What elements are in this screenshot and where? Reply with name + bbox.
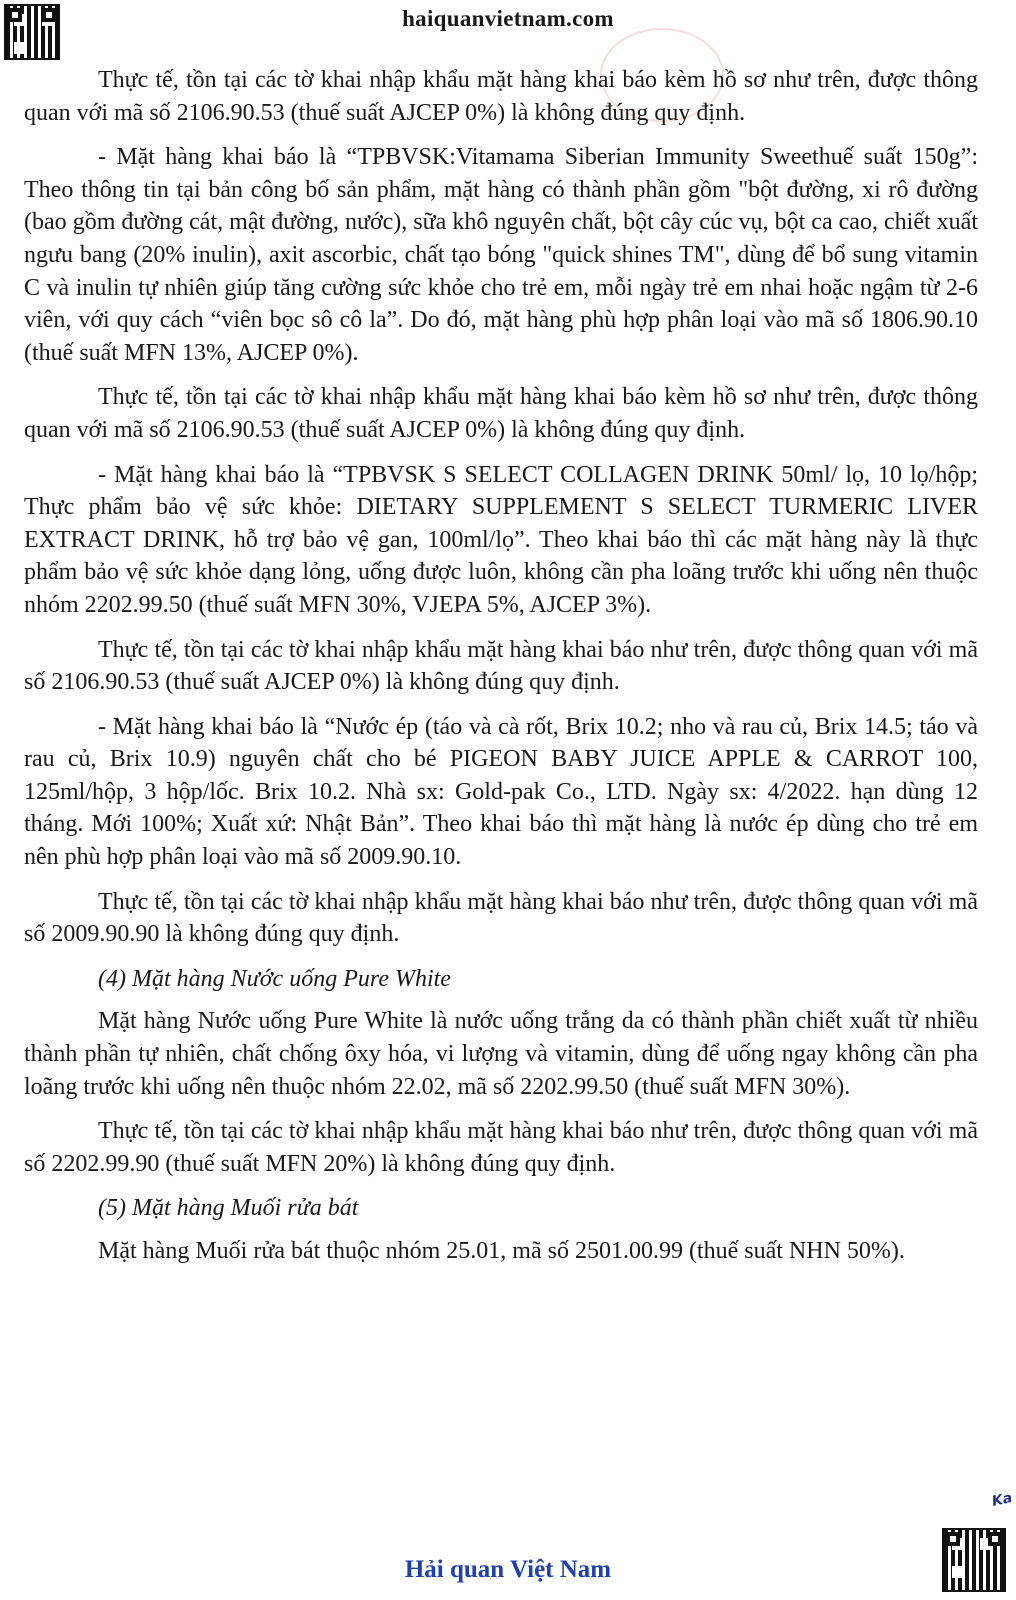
paragraph: Mặt hàng Muối rửa bát thuộc nhóm 25.01, mã số 2501.00.99 (thuế suất NHN 50%).: [98, 1238, 905, 1264]
paragraph: Mặt hàng Nước uống Pure White là nước uống trắng da có thành phần chiết xuất từ nhiều thành phần tự nhiên, chất chống ôxy hóa, vi lượng và vitamin, dùng để uống ngay không cần pha loãng trước khi uống nên thuộc nhóm 22.02, mã số 2202.99.50 (thuế suất MFN 30%).: [24, 1008, 978, 1100]
site-footer: Hải quan Việt Nam: [404, 1556, 612, 1583]
paragraph: - Mặt hàng khai báo là “TPBVSK S SELECT COLLAGEN DRINK 50ml/ lọ, 10 lọ/hộp; Thực phẩm bảo vệ sức khỏe: DIETARY SUPPLEMENT S SELECT TURMERIC LIVER EXTRACT DRINK, hỗ trợ bảo vệ gan, 100ml/lọ”. Theo khai báo thì các mặt hàng này là thực phẩm bảo vệ sức khỏe dạng lỏng, uống được luôn, không cần pha loãng trước khi uống nên thuộc nhóm 2202.99.50 (thuế suất MFN 30%, VJEPA 5%, AJCEP 3%).: [24, 461, 978, 618]
section-heading: (5) Mặt hàng Muối rửa bát: [98, 1195, 359, 1222]
site-header: haiquanvietnam.com: [402, 6, 614, 31]
section-heading: (4) Mặt hàng Nước uống Pure White: [98, 965, 451, 992]
paragraph: Thực tế, tồn tại các tờ khai nhập khẩu mặt hàng khai báo như trên, được thông quan với mã số 2009.90.90 là không đúng quy định.: [24, 888, 978, 948]
paragraph: - Mặt hàng khai báo là “TPBVSK:Vitamama Siberian Immunity Sweethuế suất 150g”: Theo thông tin tại bản công bố sản phẩm, mặt hàng có thành phần gồm "bột đường, xi rô đường (bao gồm đường cát, mật đường, nước), sữa khô nguyên chất, bột cây cúc vụ, bột ca cao, chiết xuất ngưu bang (20% inulin), axit ascorbic, chất tạo bóng "quick shines TM", dùng để bổ sung vitamin C và inulin tự nhiên giúp tăng cường sức khỏe cho trẻ em, mỗi ngày trẻ em nhai hoặc ngậm từ 2-6 viên, với quy cách “viên bọc sô cô la”. Do đó, mặt hàng phù hợp phân loại vào mã số 1806.90.10 (thuế suất MFN 13%, AJCEP 0%).: [24, 144, 978, 366]
paragraph: Thực tế, tồn tại các tờ khai nhập khẩu mặt hàng khai báo như trên, được thông quan với mã số 2106.90.53 (thuế suất AJCEP 0%) là không đúng quy định.: [24, 636, 978, 696]
handwritten-mark: Ka: [990, 1490, 1014, 1510]
paragraph: Thực tế, tồn tại các tờ khai nhập khẩu mặt hàng khai báo như trên, được thông quan với mã số 2202.99.90 (thuế suất MFN 20%) là không đúng quy định.: [24, 1118, 978, 1177]
paragraph: - Mặt hàng khai báo là “Nước ép (táo và cà rốt, Brix 10.2; nho và rau củ, Brix 14.5; táo và rau củ, Brix 10.9) nguyên chất cho bé PIGEON BABY JUICE APPLE & CARROT 100, 125ml/hộp, 3 hộp/lốc. Brix 10.2. Nhà sx: Gold-pak Co., LTD. Ngày sx: 4/2022. hạn dùng 12 tháng. Mới 100%; Xuất xứ: Nhật Bản”. Theo khai báo thì mặt hàng là nước ép dùng cho trẻ em nên phù hợp phân loại vào mã số 2009.90.10.: [24, 713, 978, 871]
document-body: [24, 64, 978, 1280]
paragraph: Thực tế, tồn tại các tờ khai nhập khẩu mặt hàng khai báo kèm hồ sơ như trên, được thông quan với mã số 2106.90.53 (thuế suất AJCEP 0%) là không đúng quy định.: [24, 67, 978, 126]
paragraph: Thực tế, tồn tại các tờ khai nhập khẩu mặt hàng khai báo kèm hồ sơ như trên, được thông quan với mã số 2106.90.53 (thuế suất AJCEP 0%) là không đúng quy định.: [24, 384, 978, 443]
